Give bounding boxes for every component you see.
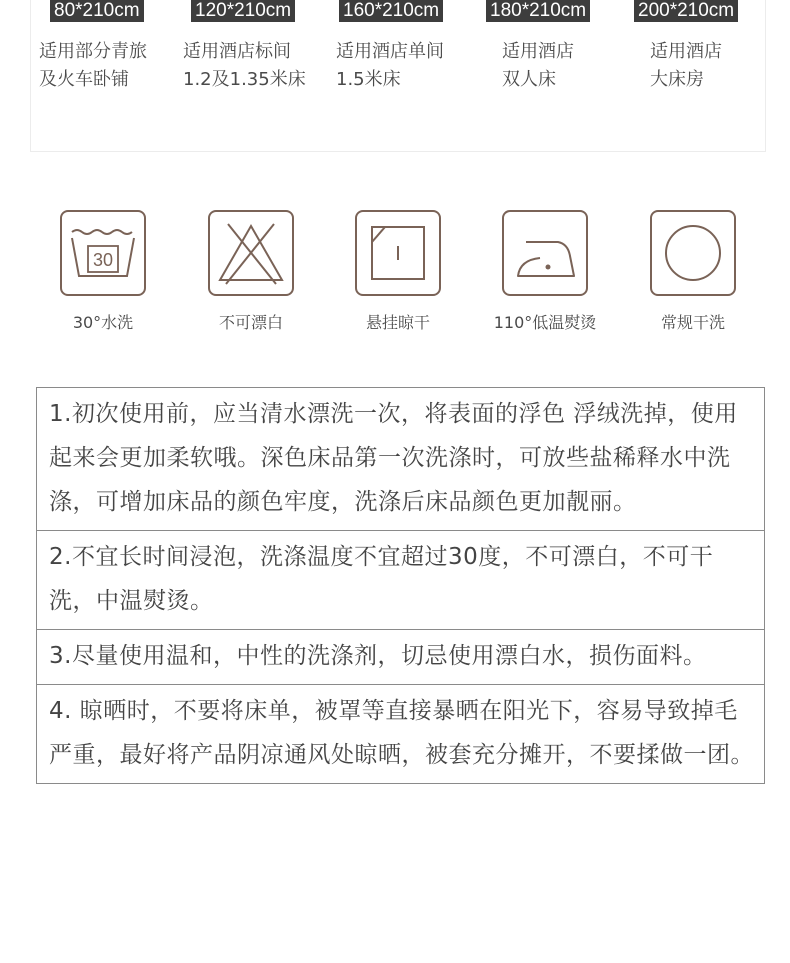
iron-low-icon: [502, 210, 588, 296]
dry-clean-icon: [650, 210, 736, 296]
instruction-item: 1.初次使用前，应当清水漂洗一次，将表面的浮色 浮绒洗掉，使用起来会更加柔软哦。深色床品第一次洗涤时，可放些盐稀释水中洗涤，可增加床品的颜色牢度，洗涤后床品颜色更加靓丽。: [49, 401, 738, 515]
size-description: 适用酒店 大床房: [650, 41, 722, 90]
no-bleach-icon: [208, 210, 294, 296]
line-dry-icon: [355, 210, 441, 296]
care-label: 不可漂白: [218, 313, 283, 332]
care-no-bleach: [196, 210, 306, 333]
care-wash-30: [48, 210, 158, 333]
size-tag: 180*210cm: [486, 0, 590, 22]
instruction-item: 2.不宜长时间浸泡，洗涤温度不宜超过30度，不可漂白，不可干洗，中温熨烫。: [37, 530, 764, 629]
instruction-item: 4. 晾晒时，不要将床单，被罩等直接暴晒在阳光下，容易导致掉毛严重，最好将产品阴凉通风处晾晒，被套充分摊开，不要揉做一团。: [37, 684, 764, 783]
size-option-120: [183, 0, 306, 94]
care-label: 30°水洗: [72, 313, 134, 332]
care-instructions: [36, 387, 765, 784]
wash-30-icon: [60, 210, 146, 296]
care-label: 常规干洗: [660, 313, 725, 332]
size-tag: 80*210cm: [50, 0, 144, 22]
size-option-160: [336, 0, 444, 94]
instruction-item: 3.尽量使用温和，中性的洗涤剂，切忌使用漂白水，损伤面料。: [37, 629, 764, 684]
care-label: 悬挂晾干: [365, 313, 430, 332]
size-description: 适用酒店 双人床: [502, 41, 574, 90]
size-description: 适用酒店单间 1.5米床: [336, 41, 444, 90]
care-line-dry: [343, 210, 453, 333]
size-option-200: [634, 0, 738, 94]
size-description: 适用部分青旅 及火车卧铺: [39, 41, 147, 90]
size-tag: 120*210cm: [191, 0, 295, 22]
care-label: 110°低温熨烫: [493, 313, 597, 332]
care-iron-low: [490, 210, 600, 333]
size-option-180: [486, 0, 590, 94]
care-dry-clean: [638, 210, 748, 333]
size-description: 适用酒店标间 1.2及1.35米床: [183, 41, 306, 90]
size-tag: 200*210cm: [634, 0, 738, 22]
size-tag: 160*210cm: [339, 0, 443, 22]
size-option-80: [39, 0, 147, 94]
wash-temp-text: 30: [92, 250, 114, 270]
